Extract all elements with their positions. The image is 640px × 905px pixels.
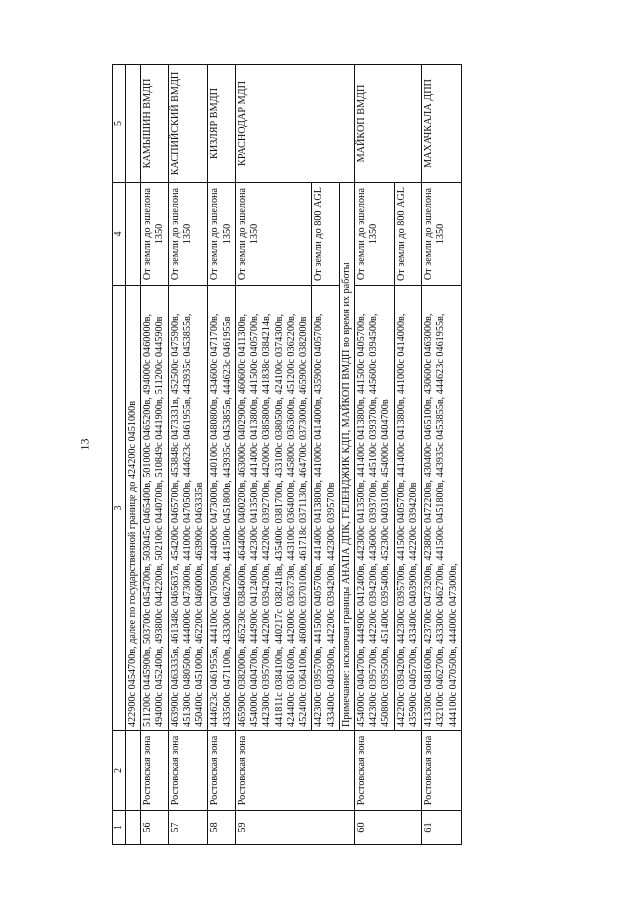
level-subcell: От земли до 800 AGL bbox=[394, 183, 421, 286]
unit-cell: МАХАЧКАЛА ДПП bbox=[422, 65, 462, 183]
coordinates-cell: 454000с 0404700в, 444900с 0412400в, 442300с 0413500в, 441400с 0413800в, 441500с 0405700в, 442300с 0395700в, 442200с 0394200в, 443600с 0393700в, 445100с 0393700в, 445600с 0394500в, 450800с 0395500в, 451400с 0395400в, 452300с 0403100в, 454000с 0404700в bbox=[354, 286, 394, 731]
column-number-3: 3 bbox=[113, 286, 126, 731]
unit-cell: МАЙКОП ВМДП bbox=[354, 65, 421, 183]
column-number-4: 4 bbox=[113, 183, 126, 286]
level-subcell: От земли до 800 AGL bbox=[312, 183, 339, 286]
table-row bbox=[235, 65, 311, 845]
level-cell: От земли до эшелона 1350 bbox=[141, 183, 168, 286]
zone-cell: Ростовская зона bbox=[422, 731, 462, 811]
coordinates-cell: 444623с 0461955в, 444100с 0470500в, 444000с 0473000в, 440100с 0480800в, 434600с 0471700в, 433500с 0471100в, 433300с 0462700в, 441500с 0451800в, 443935с 0453855в, 444623с 0461955в bbox=[208, 286, 235, 731]
level-cell: От земли до эшелона 1350 bbox=[354, 183, 394, 286]
level-cell: От земли до эшелона 1350 bbox=[168, 183, 208, 286]
unit-cell: КИЗЛЯР ВМДП bbox=[208, 65, 235, 183]
table-row bbox=[354, 65, 394, 845]
zone-cell: Ростовская зона bbox=[168, 731, 208, 811]
column-number-5: 5 bbox=[113, 65, 126, 183]
table-row bbox=[168, 65, 208, 845]
unit-cell: КАМЫШИН ВМДП bbox=[141, 65, 168, 183]
coordinates-subcell: 442200с 0394200в, 442300с 0395700в, 441500с 0405700в, 441400с 0413800в, 441000с 0414000в, 435900с 0405700в, 433400с 0403900в, 442200с 0394200в bbox=[394, 286, 421, 731]
unit-cell: КАСПИЙСКИЙ ВМДП bbox=[168, 65, 208, 183]
coordinates-cell: 465900с 0382000в, 465230с 0384600в, 464400с 0400200в, 463000с 0402900в, 460600с 0411300в, 454000с 0404700в, 444900с 0412400в, 442300с 0413500в, 441400с 0413800в, 441500с 0405700в, 442300с 0395700в, 442200с 0394200в, 442200с 0392700в, 442000с 0385800в, 441838с 0384214в, 441811с 0384100в, 440217с 0382418в, 435400с 0381700в, 433100с 0380500в, 424100с 0374300в, 424400с 0361600в, 442000с 0363730в, 443100с 0364000в, 445800с 0363600в, 451200с 0362200в, 452400с 0364100в, 460000с 0370100в, 461718с 0371130в, 464700с 0373000в, 465900с 0382000в bbox=[235, 286, 311, 731]
row-number: 59 bbox=[235, 811, 354, 845]
column-number-2: 2 bbox=[113, 731, 126, 811]
column-number-1: 1 bbox=[113, 811, 126, 845]
zone-cell: Ростовская зона bbox=[235, 731, 354, 811]
row-number: 58 bbox=[208, 811, 235, 845]
note-cell: Примечание: исключая границы АНАПА ДПК, ГЕЛЕНДЖИК КДП, МАЙКОП ВМДП во время их работы bbox=[339, 183, 354, 731]
continuation-row bbox=[126, 65, 141, 845]
page-number: 13 bbox=[77, 438, 92, 451]
coordinates-cell: 463900с 0463335в, 461348с 0465637в, 454200с 0465700в, 453848с 0473331в, 452500с 0475900в, 451300с 0480500в, 444000с 0473000в, 441000с 0470500в, 444623с 0461955в, 443935с 0453855в, 450400с 0451000в, 462200с 0460000в, 463900с 0463335в bbox=[168, 286, 208, 731]
row-number: 61 bbox=[422, 811, 462, 845]
column-number-row bbox=[113, 65, 126, 845]
table-row bbox=[422, 65, 462, 845]
row-number: 56 bbox=[141, 811, 168, 845]
continuation-coords: 422900с 0454700в, далее по государственной границе до 424200с 0451000в bbox=[126, 286, 141, 731]
coordinates-subcell: 442300с 0395700в, 441500с 0405700в, 441400с 0413800в, 441000с 0414000в, 435900с 0405700в, 433400с 0403900в, 442200с 0394200в, 442300с 0395700в bbox=[312, 286, 339, 731]
row-number: 57 bbox=[168, 811, 208, 845]
row-number: 60 bbox=[354, 811, 421, 845]
coordinates-cell: 511200с 0445900в, 503700с 0454700в, 503045с 0465400в, 501000с 0465200в, 494000с 0460000в, 494000с 0452400в, 493800с 0442200в, 502100с 0440700в, 510849с 0441900в, 511200с 0445900в bbox=[141, 286, 168, 731]
level-cell: От земли до эшелона 1350 bbox=[422, 183, 462, 286]
unit-cell: КРАСНОДАР МДП bbox=[235, 65, 354, 183]
airspace-table bbox=[112, 64, 462, 845]
coordinates-cell: 413300с 0481600в, 423700с 0473200в, 423800с 0472200в, 430400с 0465100в, 430600с 0463000в, 432100с 0462700в, 433300с 0462700в, 441500с 0451800в, 443935с 0453855в, 444623с 0461955в, 444100с 0470500в, 444000с 0473000в, bbox=[422, 286, 462, 731]
zone-cell: Ростовская зона bbox=[208, 731, 235, 811]
rotated-table-container bbox=[112, 65, 557, 845]
level-cell: От земли до эшелона 1350 bbox=[235, 183, 311, 286]
table-row bbox=[141, 65, 168, 845]
level-cell: От земли до эшелона 1350 bbox=[208, 183, 235, 286]
zone-cell: Ростовская зона bbox=[141, 731, 168, 811]
zone-cell: Ростовская зона bbox=[354, 731, 421, 811]
table-row bbox=[208, 65, 235, 845]
